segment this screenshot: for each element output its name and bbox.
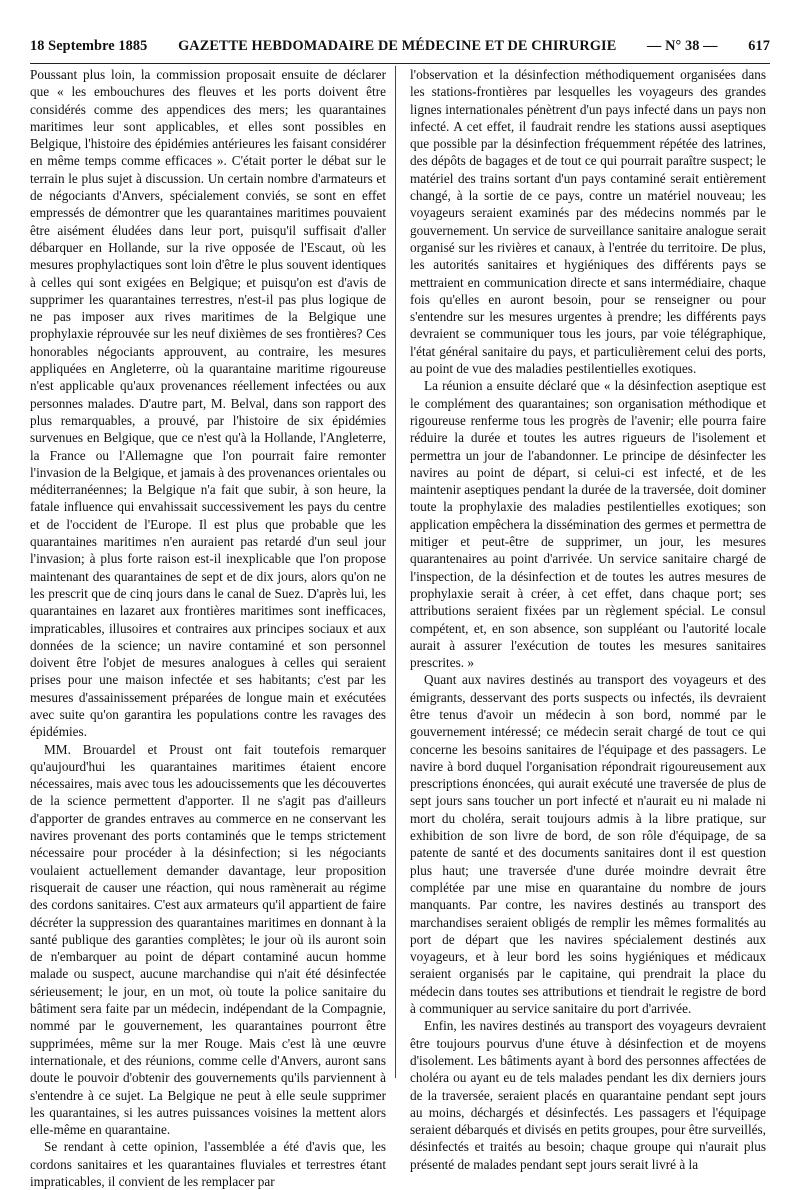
paragraph: Quant aux navires destinés au transport des voyageurs et des émigrants, desservant des ports suspects ou infectés, ils devraient être tenus d'avoir un médecin à son bord, nommé par le gouvernement intéressé; ce médecin serait chargé de tout ce qui concerne les besoins sanitaires de l'équipage et des passagers. Le navire à bord duquel l'organisation répondrait rigoureusement aux prescriptions énoncées, qui aurait exécuté une traversée de plus de sept jours sans toucher un port infecté et n'aurait eu ni malade ni mort du choléra, serait toujours admis à la libre pratique, sur exhibition de son livre de bord, de son rôle d'équipage, de sa patente de santé et des documents sanitaires dont il est question plus haut; une traversée d'une durée moindre devrait être complétée par une mise en quarantaine du nombre de jours manquants. Par contre, les navires destinés au transport des marchandises seraient obligés de remplir les mêmes formalités au port de départ que les navires spécialement destinés aux voyageurs, et à leur bord les soins hygiéniques et médicaux seraient organisés par le capitaine, qui prendrait la place du médecin dans toutes ses attributions et tiendrait le registre de bord à communiquer au service sanitaire du port d'arrivée. [410,672,766,1017]
right-column [410,66,766,1172]
left-column [30,66,386,1189]
paragraph: Poussant plus loin, la commission proposait ensuite de déclarer que « les embouchures des fleuves et les ports doivent être considérés comme des appendices des mers; les quarantaines maritimes leur sont applicables, et elles sont possibles en Belgique, l'histoire des épidémies antérieures les faisant considérer en même temps comme efficaces ». C'était porter le débat sur le terrain le plus sujet à discussion. Un certain nombre d'armateurs et de négociants d'Anvers, spécialement conviés, se sont en effet empressés de démontrer que les quarantaines maritimes pouvaient être aisément éludées dans leur port, puisqu'il suffisait d'aller débarquer en Hollande, sur la rive opposée de l'Escaut, où les mesures prophylactiques sont loin d'être le plus souvent identiques à celles qui sont exigées en Belgique; et puisqu'on est d'avis de supprimer les quarantaines terrestres, n'est-il pas plus logique de ne pas imposer aux rives maritimes de la Belgique une prophylaxie réprouvée sur les neuf dixièmes de ses frontières? Ces honorables négociants approuvent, au contraire, les mesures appliquées en Angleterre, où la quarantaine maritime rigoureuse n'est applicable qu'aux provenances réellement infectées ou aux personnes malades. D'autre part, M. Belval, dans son rapport des plus remarquables, a prouvé, par l'histoire de six épidémies survenues en Belgique, que ce n'est qu'à la Hollande, l'Angleterre, la France ou l'Allemagne que l'on pourrait faire remonter l'invasion de la Belgique, et jamais à des provenances orientales ou méditerranéennes; la Belgique n'a fait que subir, à son heure, la fatale influence qui envahissait successivement les pays du centre et de l'occident de l'Europe. Il est plus que probable que les quarantaines maritimes n'en auraient pas retardé d'un seul jour l'invasion; à plus forte raison est-il inexplicable que l'on propose maintenant des quarantaines de sept et de dix jours, alors qu'on ne les prescrit que de cinq jours dans le canal de Suez. D'après lui, les quarantaines en lazaret aux frontières maritimes sont inefficaces, impraticables, illusoires et contraires aux principes sociaux et aux données de la science; un navire contaminé et son personnel doivent être l'objet de mesures analogues à celles qui seraient prises pour une maison infectée et ses habitants; c'est par les mesures d'assainissement préparées de longue main et exécutées avec suite qu'on garantira les populations contre les ravages des épidémies. [30,67,386,740]
running-header [30,38,770,60]
header-date: 18 Septembre 1885 [30,38,148,54]
paragraph: Enfin, les navires destinés au transport des voyageurs devraient être toujours pourvus d'une étuve à désinfection et de moyens d'isolement. Les bâtiments ayant à bord des personnes affectées de choléra ou ayant eu de tels malades pendant les dix derniers jours de la traversée, seraient placés en quarantaine pendant sept jours au moins, déchargés et désinfectés. Les passagers et l'équipage seraient débarqués et divisés en petits groupes, pour être surveillés, désinfectés et traités au besoin; chaque groupe qui n'aurait plus présenté de malades pendant sept jours serait livré à la [410,1018,766,1172]
page-number: 617 [748,38,770,54]
issue-number: — N° 38 — [647,38,718,54]
paragraph: Se rendant à cette opinion, l'assemblée a été d'avis que, les cordons sanitaires et les quarantaines fluviales et terrestres étant impraticables, il convient de les remplacer par [30,1139,386,1189]
paragraph: La réunion a ensuite déclaré que « la désinfection aseptique est le complément des quarantaines; son organisation méthodique et rigoureuse renferme tous les progrès de l'avenir; elle pourra faire réduire la durée et toutes les autres rigueurs de l'isolement et permettra un jour de l'abandonner. Le principe de désinfecter les navires au point de départ, si celui-ci est infecté, et de les maintenir aseptiques pendant la durée de la traversée, doit dominer toute la prophylaxie des maladies pestilentielles exotiques; son application empêchera la dissémination des germes et permettra de mitiger et peut-être de supprimer, un jour, les mesures quarantenaires au point d'arrivée. Un service sanitaire chargé de l'inspection, de la désinfection et de toutes les autres mesures de prophylaxie serait à créer, à cet effet, dans chaque port; ses attributions seraient fixées par un règlement spécial. Le consul compétent, et, en son absence, son suppléant ou l'autorité locale aurait à assurer l'exécution de toutes les mesures sanitaires prescrites. » [410,378,766,671]
header-rule [30,63,770,64]
column-divider [395,66,396,1078]
paragraph: MM. Brouardel et Proust ont fait toutefois remarquer qu'aujourd'hui les quarantaines maritimes étaient encore nécessaires, mais avec tous les adoucissements que les découvertes de la science permettent d'apporter. Il ne s'agit pas d'ailleurs d'apporter de grandes entraves au commerce en ne conservant les navires provenant des ports contaminés que le temps strictement nécessaire pour procéder à la désinfection; si les négociants voulaient actuellement demander davantage, leur proposition risquerait de causer une réaction, qui nous ramènerait au régime des cordons sanitaires. C'est aux armateurs qu'il appartient de faire décréter la suppression des quarantaines maritimes en donnant à la santé publique des garanties complètes; le jour où ils auront soin de n'embarquer au point de départ contaminé aucun homme malade ou suspect, aucune marchandise qui n'ait été désinfectée sérieusement; le jour, en un mot, où toute la police sanitaire du bâtiment sera faite par un médecin, indépendant de la Compagnie, nommé par le gouvernement, les quarantaines pourront être supprimées, même sur la mer Rouge. Mais c'est là une œuvre internationale, et des réunions, comme celle d'Anvers, auront sans doute le pouvoir d'obtenir des gouvernements qu'ils parviennent à s'entendre à ce sujet. La Belgique ne peut à elle seule supprimer les quarantaines, si les autres puissances voisines la mettent alors elle-même en quarantaine. [30,741,386,1138]
journal-title: GAZETTE HEBDOMADAIRE DE MÉDECINE ET DE CHIRURGIE [178,38,617,54]
paragraph: l'observation et la désinfection méthodiquement organisées dans les stations-frontières par lesquelles les voyageurs des grandes lignes internationales pénètrent d'un pays infecté dans un pays non infecté. A cet effet, il faudrait rendre les stations aussi aseptiques que possible par la désinfection fréquemment répétée des latrines, des dépôts de bagages et de tout ce qui pourrait paraître suspect; le matériel des trains sortant d'un pays contaminé serait entièrement changé, à la sortie de ce pays, contre un matériel nouveau; les voyageurs seraient examinés par des médecins nommés par le gouvernement. Un service de surveillance sanitaire analogue serait organisé sur les rivières et canaux, à l'entrée du territoire. De plus, les autorités sanitaires et hygiéniques des différents pays se mettraient en communication directe et sans intermédiaire, chaque fois qu'elles en auront besoin, pour se renseigner ou pour s'entendre sur les mesures urgentes à prendre; les différents pays devraient se communiquer tous les jours, par voie télégraphique, l'état général sanitaire du pays, et particulièrement celui des ports, au point de vue des maladies pestilentielles exotiques. [410,67,766,377]
